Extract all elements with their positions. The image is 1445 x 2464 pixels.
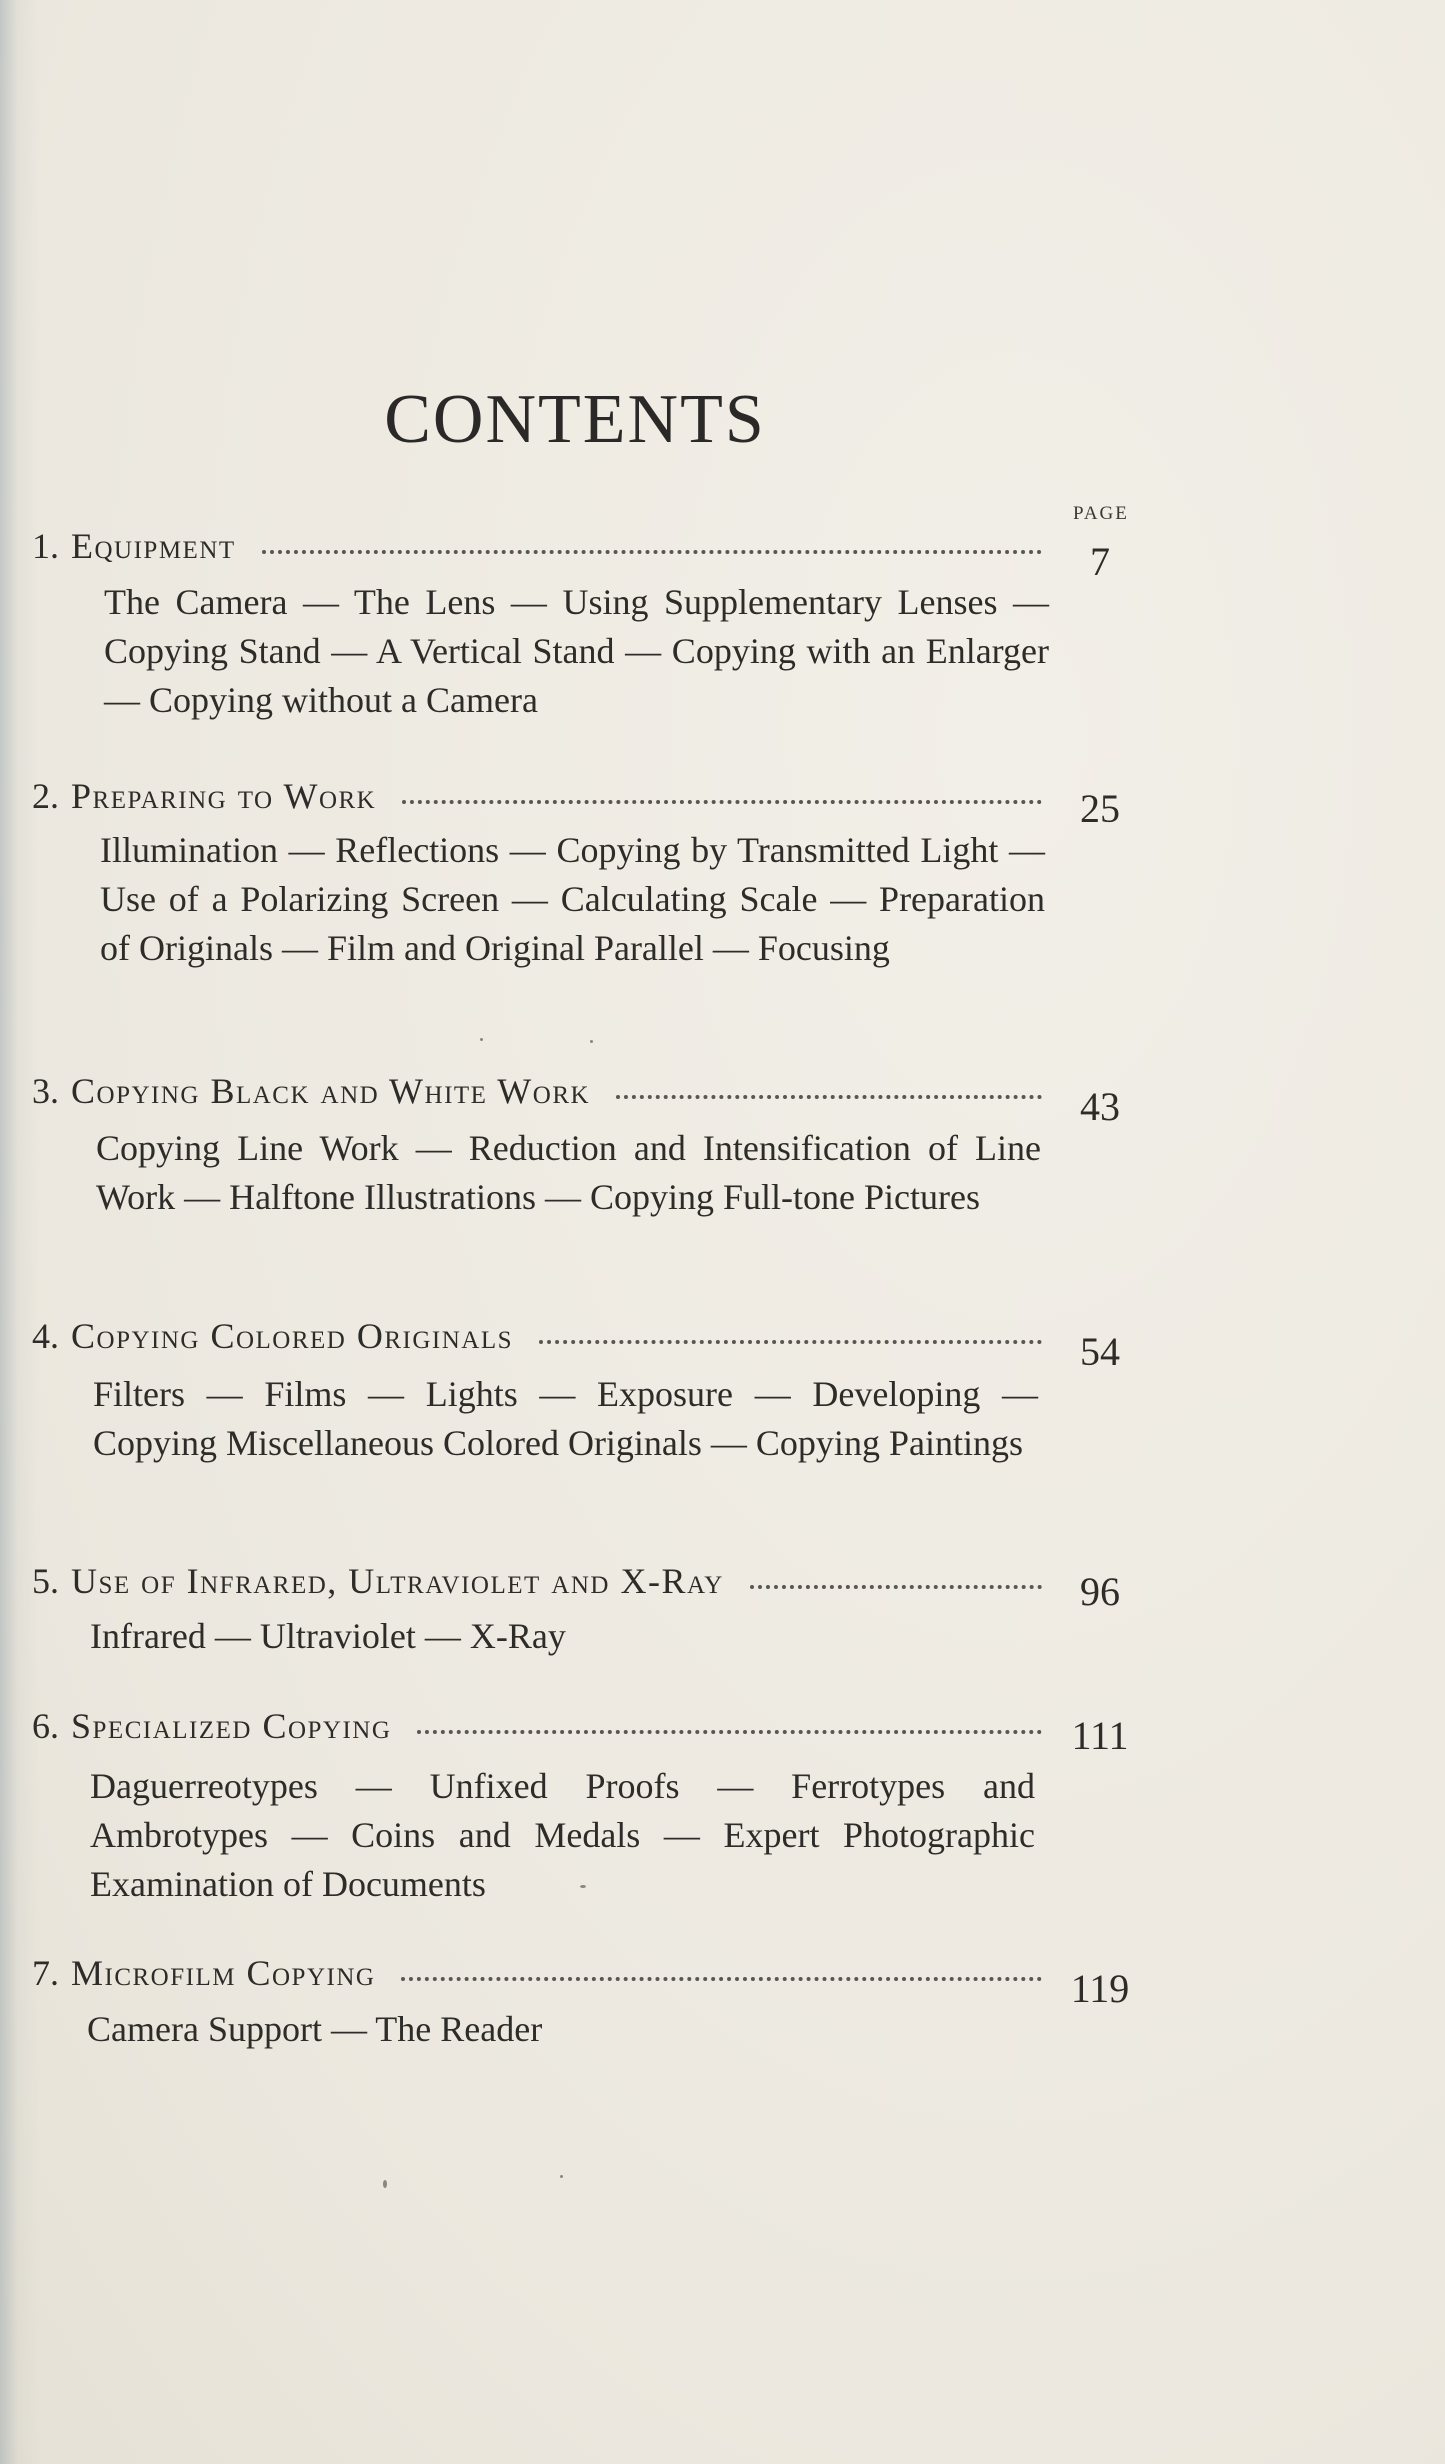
- chapter-page-number: 119: [1070, 1966, 1130, 2011]
- chapter-page-number: 43: [1080, 1084, 1120, 1129]
- chapter-number: 4.: [32, 1316, 59, 1356]
- chapter-title: Microfilm Copying: [71, 1953, 376, 1993]
- paper-speck: [383, 2180, 387, 2188]
- chapter-page-number: 111: [1071, 1713, 1129, 1758]
- chapter-title: Copying Black and White Work: [71, 1071, 591, 1111]
- page-column-label: PAGE: [1073, 503, 1129, 524]
- chapter-number: 2.: [32, 776, 59, 816]
- chapter-number: 1.: [32, 526, 59, 566]
- chapter-description: Camera Support — The Reader: [87, 2009, 543, 2049]
- chapter-description: Infrared — Ultraviolet — X-Ray: [90, 1616, 566, 1656]
- chapter-heading: [32, 1315, 1042, 1357]
- chapter-number: 7.: [32, 1953, 59, 1993]
- dot-leader: [402, 800, 1042, 804]
- chapter-heading: [32, 1560, 1042, 1602]
- chapter-title: Preparing to Work: [71, 776, 377, 816]
- paper-speck: [560, 2175, 563, 2178]
- chapter-heading: [32, 525, 1042, 567]
- chapter-page-number: 96: [1080, 1569, 1120, 1614]
- dot-leader: [616, 1095, 1042, 1099]
- paper-speck: [590, 1040, 593, 1043]
- dot-leader: [262, 550, 1042, 554]
- dot-leader: [750, 1585, 1042, 1589]
- chapter-heading: [32, 775, 1042, 817]
- chapter-number: 5.: [32, 1561, 59, 1601]
- dot-leader: [417, 1730, 1042, 1734]
- chapter-description: Filters — Films — Lights — Exposure — Developing — Copying Miscellaneous Colored Originals — Copying Paintings: [93, 1374, 1038, 1463]
- chapter-title: Equipment: [71, 526, 236, 566]
- dot-leader: [539, 1340, 1042, 1344]
- chapter-description: Daguerreotypes — Unfixed Proofs — Ferrotypes and Ambrotypes — Coins and Medals — Expert Photographic Examination of Documents: [90, 1766, 1035, 1904]
- dot-leader: [401, 1977, 1042, 1981]
- chapter-heading: [32, 1952, 1042, 1994]
- chapter-description: Illumination — Reflections — Copying by Transmitted Light — Use of a Polarizing Screen — Calculating Scale — Preparation of Originals — Film and Original Parallel — Focusing: [100, 830, 1045, 968]
- page-title: CONTENTS: [384, 381, 766, 458]
- chapter-description: The Camera — The Lens — Using Supplementary Lenses — Copying Stand — A Vertical Stand — Copying with an Enlarger — Copying without a Camera: [104, 582, 1049, 720]
- paper-speck: [580, 1885, 586, 1888]
- chapter-number: 3.: [32, 1071, 59, 1111]
- chapter-description: Copying Line Work — Reduction and Intensification of Line Work — Halftone Illustrations — Copying Full-tone Pictures: [96, 1128, 1041, 1217]
- chapter-title: Use of Infrared, Ultraviolet and X-Ray: [71, 1561, 724, 1601]
- chapter-heading: [32, 1070, 1042, 1112]
- chapter-page-number: 25: [1080, 786, 1120, 831]
- paper-speck: [480, 1038, 483, 1041]
- chapter-title: Copying Colored Originals: [71, 1316, 514, 1356]
- chapter-page-number: 54: [1080, 1329, 1120, 1374]
- chapter-heading: [32, 1705, 1042, 1747]
- chapter-page-number: 7: [1090, 539, 1110, 584]
- chapter-number: 6.: [32, 1706, 59, 1746]
- chapter-title: Specialized Copying: [71, 1706, 392, 1746]
